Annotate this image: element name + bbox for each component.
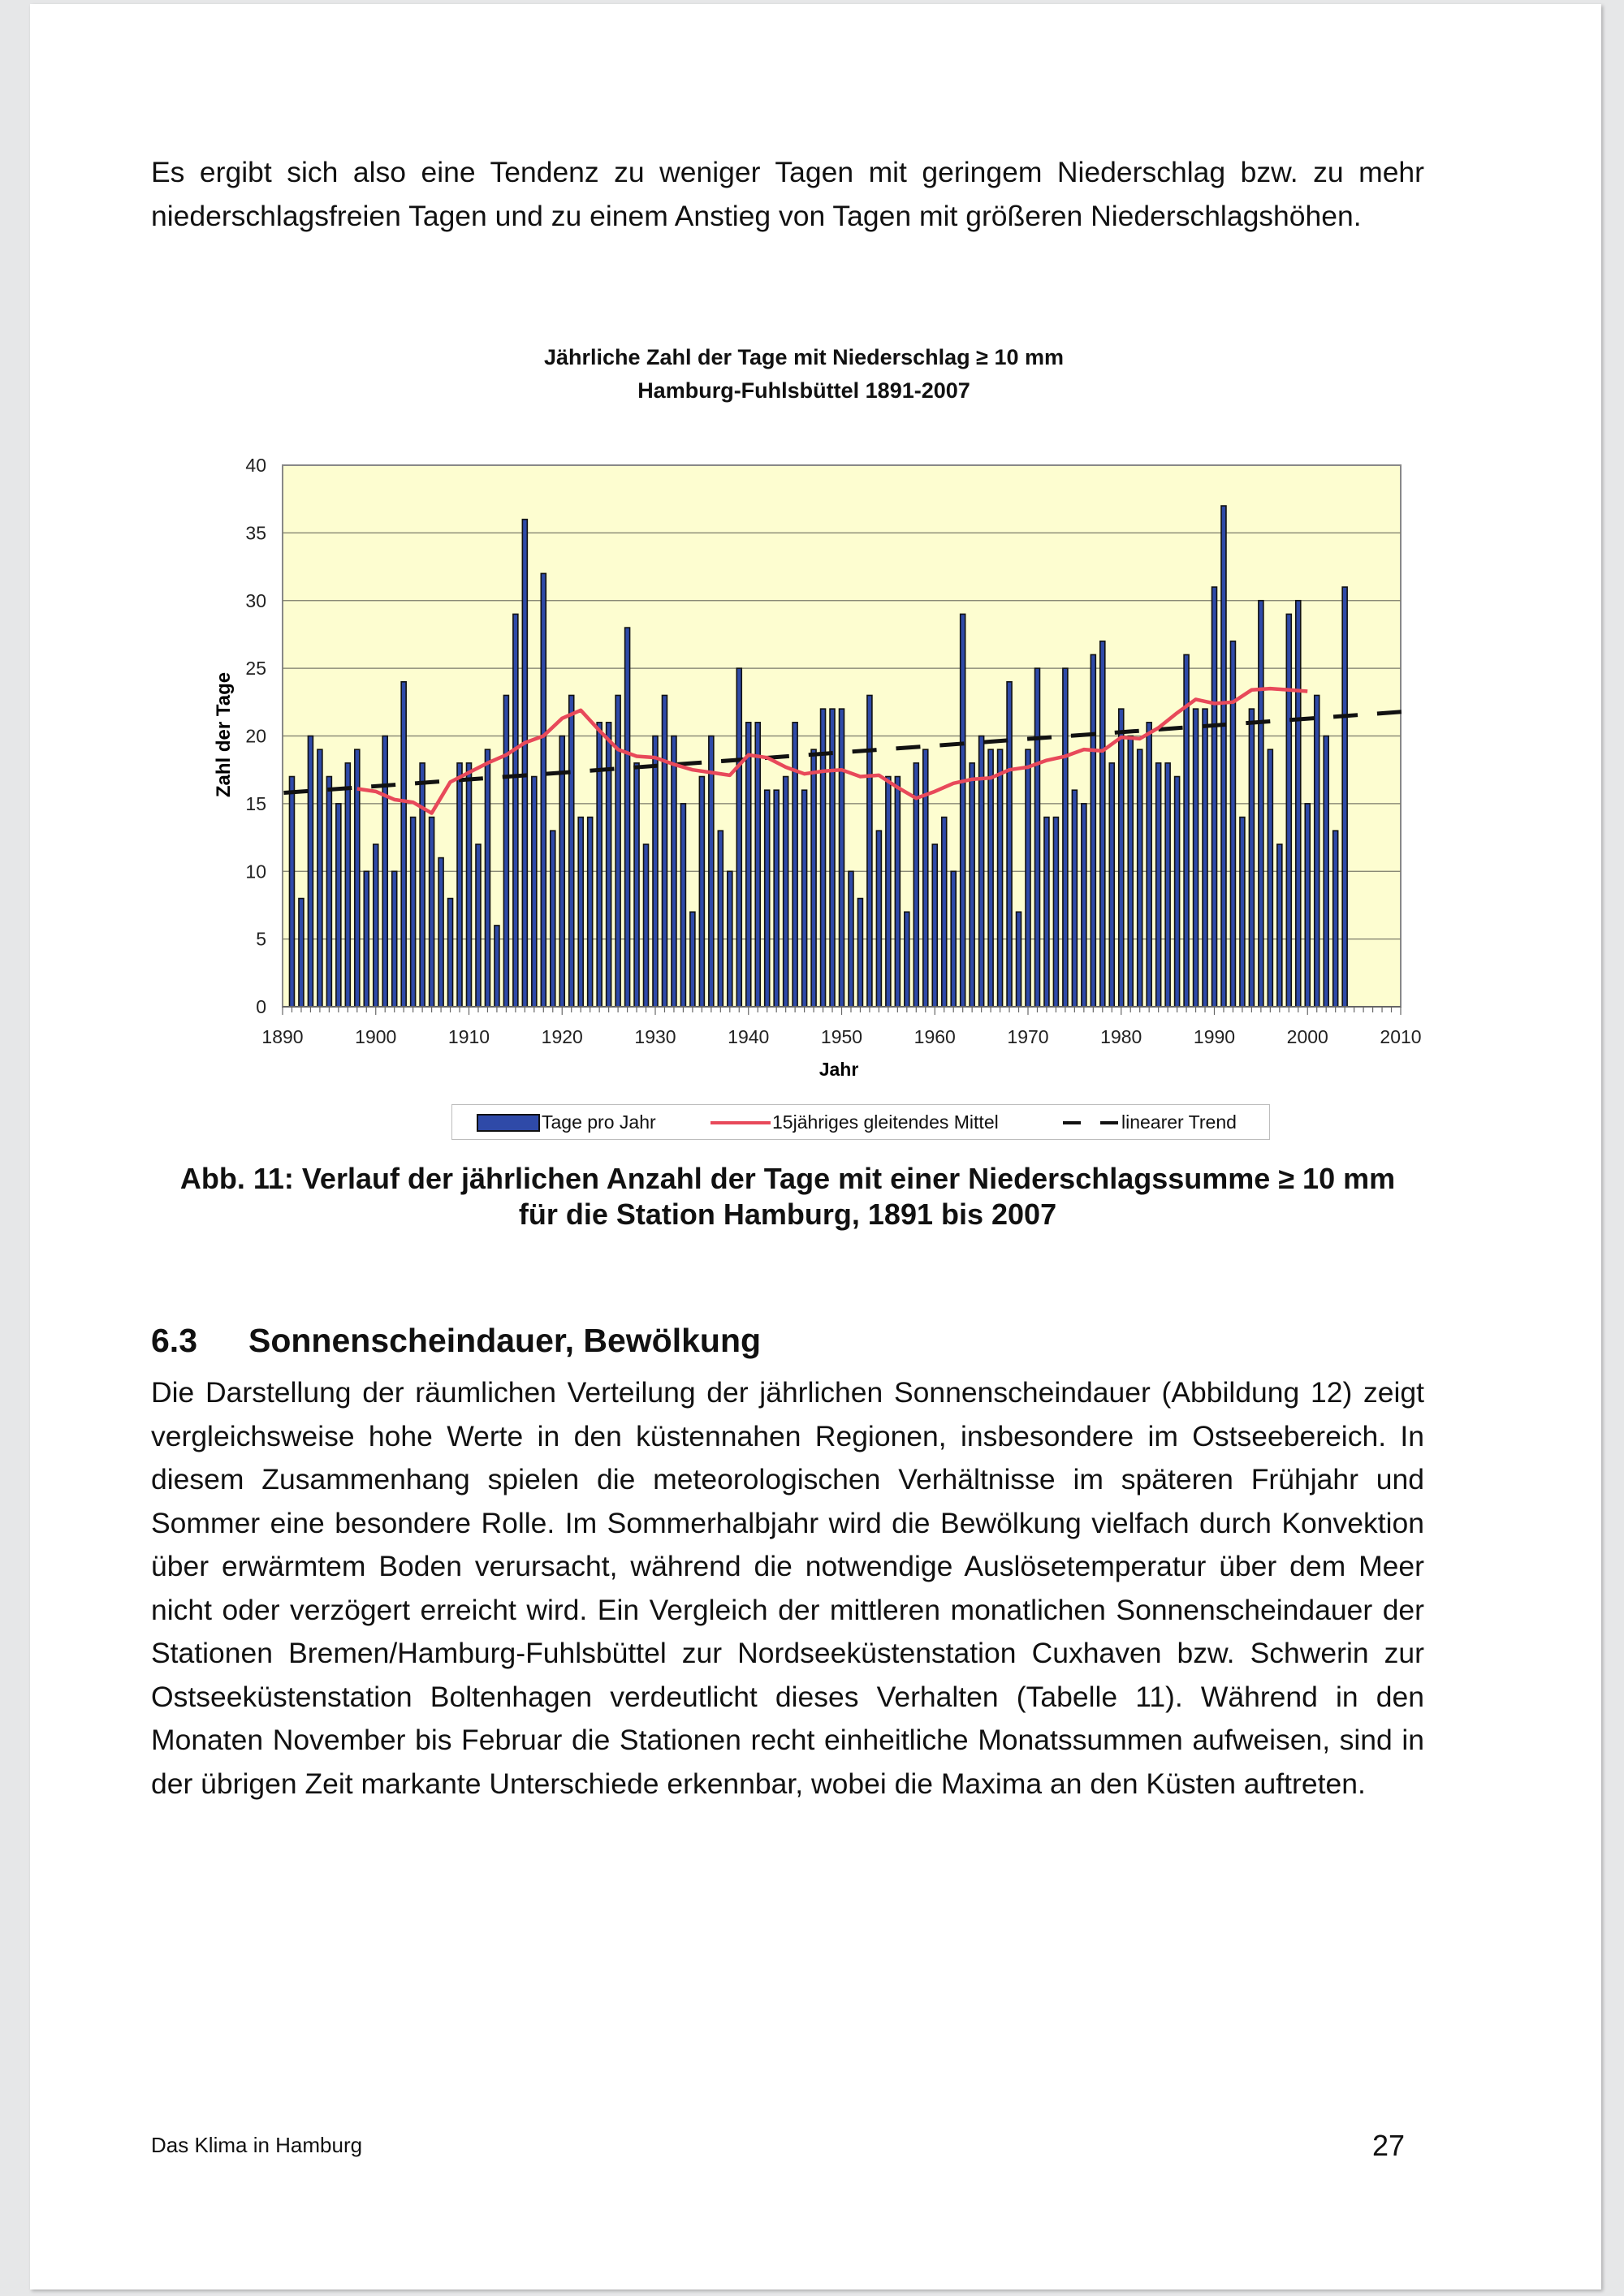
bar — [411, 818, 416, 1007]
legend-item-trend — [1063, 1111, 1237, 1133]
y-tick-label: 10 — [245, 861, 266, 883]
bar — [811, 749, 816, 1007]
bar — [1017, 912, 1021, 1007]
x-tick-label: 1890 — [261, 1026, 304, 1047]
bar — [653, 736, 658, 1008]
bar — [551, 831, 555, 1007]
figure-caption — [151, 1161, 1424, 1232]
bar — [392, 871, 397, 1007]
bar — [1072, 790, 1077, 1007]
bar — [755, 723, 760, 1007]
bar — [802, 790, 807, 1007]
bar — [1221, 506, 1226, 1007]
bar — [849, 871, 853, 1007]
bar — [1342, 587, 1347, 1007]
bar — [513, 614, 518, 1007]
bar — [1026, 749, 1030, 1007]
x-tick-label: 1930 — [634, 1026, 676, 1047]
bar — [1082, 804, 1086, 1007]
bar — [1315, 695, 1320, 1007]
y-tick-label: 15 — [245, 792, 266, 814]
bar — [1100, 641, 1105, 1007]
section-heading — [151, 1322, 761, 1360]
bar — [1138, 749, 1142, 1007]
x-tick-label: 1970 — [1007, 1026, 1049, 1047]
bar — [1175, 777, 1180, 1007]
bar — [336, 804, 341, 1007]
legend-item-bars — [477, 1111, 656, 1133]
caption-line1: Abb. 11: Verlauf der jährlichen Anzahl der Tage mit einer Niederschlagssumme ≥ 10 mm — [179, 1162, 1396, 1195]
bar — [495, 926, 499, 1007]
bar — [998, 749, 1003, 1007]
bar — [364, 871, 369, 1007]
bar — [438, 858, 443, 1007]
legend-label-moving-average: 15jähriges gleitendes Mittel — [772, 1111, 999, 1133]
x-tick-label: 2010 — [1380, 1026, 1422, 1047]
bar — [662, 695, 667, 1007]
bar — [1053, 818, 1058, 1007]
bar — [448, 899, 453, 1007]
bar — [1324, 736, 1328, 1008]
bar — [634, 763, 639, 1007]
bar — [961, 614, 965, 1007]
x-tick-label: 1950 — [820, 1026, 863, 1047]
bar — [718, 831, 723, 1007]
y-tick-label: 35 — [245, 522, 266, 544]
bar — [1268, 749, 1272, 1007]
bar-chart — [0, 0, 1624, 1104]
y-tick-label: 40 — [245, 455, 266, 476]
y-tick-label: 20 — [245, 725, 266, 747]
bar — [1240, 818, 1245, 1007]
x-tick-label: 1900 — [355, 1026, 397, 1047]
caption-line2: für die Station Hamburg, 1891 bis 2007 — [518, 1198, 1057, 1231]
bar — [1230, 641, 1235, 1007]
bar — [1249, 709, 1254, 1007]
footer-title: Das Klima in Hamburg — [151, 2133, 363, 2157]
y-tick-label: 30 — [245, 589, 266, 611]
bar — [541, 573, 546, 1007]
bar — [1194, 709, 1199, 1007]
x-axis-label: Jahr — [818, 1059, 859, 1080]
bar — [1203, 709, 1207, 1007]
legend-label-bars: Tage pro Jahr — [542, 1111, 656, 1133]
bar — [569, 695, 574, 1007]
bar — [345, 763, 350, 1007]
bar — [1212, 587, 1217, 1007]
bar — [728, 871, 732, 1007]
bar — [1296, 601, 1301, 1007]
bar-swatch-icon — [477, 1114, 540, 1132]
bar — [430, 818, 434, 1007]
bar — [932, 844, 937, 1007]
bar — [840, 709, 844, 1007]
bar — [615, 695, 620, 1007]
bar — [644, 844, 649, 1007]
bar — [1063, 668, 1068, 1007]
bar — [607, 723, 611, 1007]
bar — [485, 749, 490, 1007]
chart-title-line1: Jährliche Zahl der Tage mit Niederschlag ≥ 10 mm — [543, 345, 1065, 369]
bar — [1128, 736, 1133, 1008]
chart-legend — [451, 1104, 1270, 1140]
legend-label-trend: linearer Trend — [1121, 1111, 1237, 1133]
bar — [970, 763, 974, 1007]
chart-title-line2: Hamburg-Fuhlsbüttel 1891-2007 — [637, 378, 970, 403]
bar — [784, 777, 788, 1007]
bar — [672, 736, 676, 1008]
bar — [1147, 723, 1151, 1007]
section-title: Sonnenscheindauer, Bewölkung — [248, 1322, 762, 1359]
bar — [1333, 831, 1338, 1007]
bar — [578, 818, 583, 1007]
intro-paragraph: Es ergibt sich also eine Tendenz zu weniger Tagen mit geringem Niederschlag bzw. zu mehr niederschlagsfreien Tagen und zu einem Anstieg von Tagen mit größeren Niederschlagshöhen. — [151, 156, 1424, 232]
bar — [876, 831, 881, 1007]
bar — [467, 763, 472, 1007]
x-tick-label: 1990 — [1193, 1026, 1236, 1047]
bar — [1259, 601, 1263, 1007]
bar — [1286, 614, 1291, 1007]
bar — [625, 628, 630, 1007]
bar — [522, 520, 527, 1007]
bar — [1156, 763, 1161, 1007]
legend-item-moving-average — [710, 1111, 999, 1133]
bar — [1034, 668, 1039, 1007]
bar — [923, 749, 928, 1007]
bar — [699, 777, 704, 1007]
y-tick-label: 0 — [256, 996, 266, 1017]
bar — [1165, 763, 1170, 1007]
bar — [746, 723, 751, 1007]
bar — [597, 723, 602, 1007]
dashed-line-swatch-icon — [1063, 1121, 1118, 1124]
bar — [979, 736, 984, 1008]
y-axis-label: Zahl der Tage — [213, 671, 235, 798]
section-number: 6.3 — [151, 1322, 197, 1359]
x-tick-label: 1920 — [541, 1026, 583, 1047]
bar — [905, 912, 909, 1007]
bar — [299, 899, 304, 1007]
bar — [1119, 709, 1124, 1007]
bar — [942, 818, 947, 1007]
bar — [1091, 654, 1095, 1007]
bar — [793, 723, 797, 1007]
x-tick-label: 1980 — [1100, 1026, 1142, 1047]
bar — [690, 912, 695, 1007]
bar — [401, 682, 406, 1007]
bar — [457, 763, 462, 1007]
bar — [1007, 682, 1012, 1007]
bar — [886, 777, 891, 1007]
bar — [1109, 763, 1114, 1007]
section-paragraph: Die Darstellung der räumlichen Verteilung der jährlichen Sonnenscheindauer (Abbildung 12) zeigt vergleichsweise hohe Werte in den küstennahen Regionen, insbesondere im Ostseebereich. In diesem Zusammenhang spielen die meteorologischen Verhältnisse im späteren Frühjahr und Sommer eine besondere Rolle. Im Sommerhalbjahr wird die Bewölkung vielfach durch Konvektion über erwärmtem Boden verursacht, während die notwendige Auslösetemperatur über dem Meer nicht oder verzögert erreicht wird. Ein Vergleich der mittleren monatlichen Sonnenscheindauer der Stationen Bremen/Hamburg-Fuhlsbüttel zur Nordseeküstenstation Cuxhaven bzw. Schwerin zur Ostseeküstenstation Boltenhagen verdeutlicht dieses Verhalten (Tabelle 11). Während in den Monaten November bis Februar die Stationen recht einheitliche Monatssummen aufweisen, sind in der übrigen Zeit markante Unterschiede erkennbar, wobei die Maxima an den Küsten auftreten. — [151, 1376, 1424, 1800]
bar — [857, 899, 862, 1007]
line-swatch-icon — [710, 1121, 771, 1124]
bar — [317, 749, 322, 1007]
bar — [680, 804, 685, 1007]
bar — [420, 763, 425, 1007]
bar — [308, 736, 313, 1008]
bar — [895, 777, 900, 1007]
x-tick-label: 1940 — [728, 1026, 770, 1047]
x-tick-label: 1960 — [914, 1026, 956, 1047]
page-number: 27 — [1372, 2129, 1406, 2162]
bar — [1044, 818, 1049, 1007]
bar — [1277, 844, 1282, 1007]
bar — [988, 749, 993, 1007]
bar — [588, 818, 593, 1007]
bar — [289, 777, 294, 1007]
bar — [951, 871, 956, 1007]
x-tick-label: 1910 — [447, 1026, 490, 1047]
bar — [382, 736, 387, 1008]
bar — [867, 695, 872, 1007]
bar — [774, 790, 779, 1007]
y-tick-label: 5 — [256, 928, 266, 950]
bar — [532, 777, 537, 1007]
bar — [559, 736, 564, 1008]
bar — [476, 844, 481, 1007]
y-tick-label: 25 — [245, 658, 266, 680]
bar — [765, 790, 770, 1007]
bar — [1305, 804, 1310, 1007]
x-tick-label: 2000 — [1286, 1026, 1328, 1047]
bar — [326, 777, 331, 1007]
bar — [503, 695, 508, 1007]
bar — [736, 668, 741, 1007]
bar — [709, 736, 714, 1008]
bar — [374, 844, 378, 1007]
